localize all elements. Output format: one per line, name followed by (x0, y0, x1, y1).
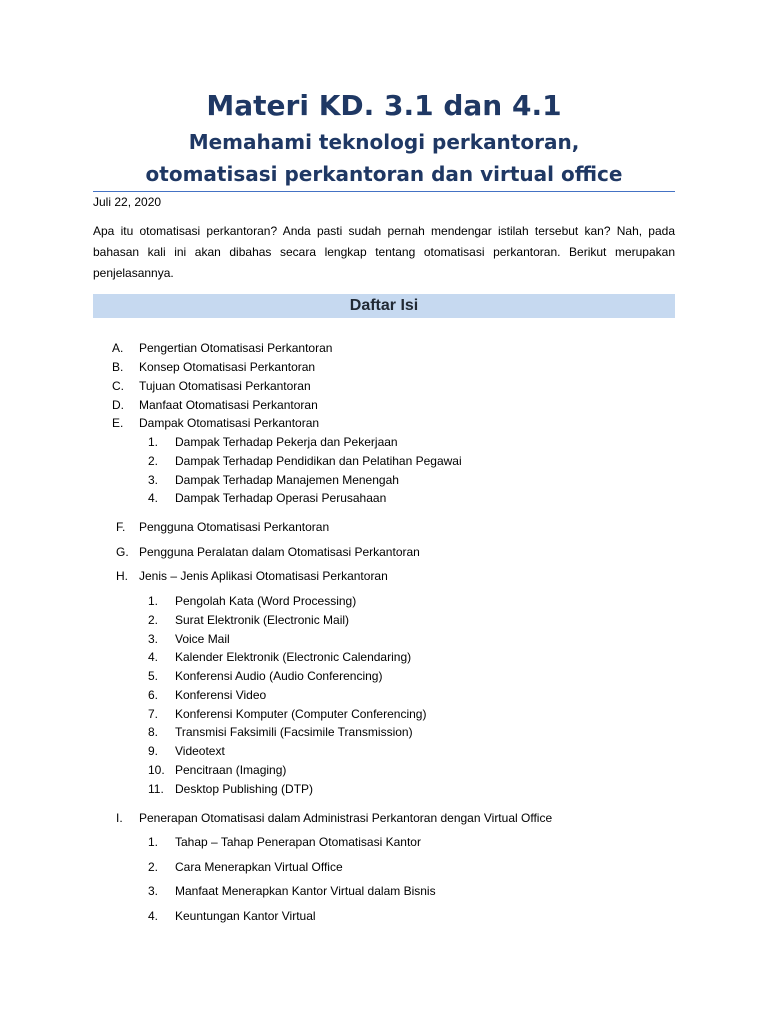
toc-sub-marker: 7. (148, 707, 159, 721)
page-subtitle (0, 126, 768, 190)
toc-sub-marker: 1. (148, 594, 159, 608)
toc-subitem[interactable]: Dampak Terhadap Manajemen Menengah (175, 473, 399, 487)
toc-marker: C. (112, 379, 124, 393)
toc-sub-marker: 1. (148, 835, 159, 849)
toc-sub-marker: 11. (148, 782, 164, 796)
toc-item-jenis[interactable]: Jenis – Jenis Aplikasi Otomatisasi Perkantoran (139, 569, 388, 583)
toc-item-pengertian[interactable]: Pengertian Otomatisasi Perkantoran (139, 341, 333, 355)
title-divider (93, 191, 675, 192)
toc-subitem[interactable]: Konferensi Video (175, 688, 267, 702)
toc-sub-marker: 2. (148, 454, 159, 468)
toc-subitem[interactable]: Voice Mail (175, 632, 230, 646)
toc-subitem[interactable]: Keuntungan Kantor Virtual (175, 909, 316, 923)
toc-marker: D. (112, 398, 124, 412)
toc-marker: B. (112, 360, 124, 374)
toc-item-dampak[interactable]: Dampak Otomatisasi Perkantoran (139, 416, 320, 430)
toc-sub-marker: 2. (148, 613, 159, 627)
toc-item-pengguna-peralatan[interactable]: Pengguna Peralatan dalam Otomatisasi Perkantoran (139, 545, 420, 559)
subtitle-line-1: Memahami teknologi perkantoran, (188, 130, 580, 154)
toc-subitem[interactable]: Surat Elektronik (Electronic Mail) (175, 613, 350, 627)
toc-heading: Daftar Isi (93, 294, 675, 318)
page-title: Materi KD. 3.1 dan 4.1 (206, 89, 562, 122)
toc-subitem[interactable]: Konferensi Audio (Audio Conferencing) (175, 669, 383, 683)
toc-subitem[interactable]: Tahap – Tahap Penerapan Otomatisasi Kantor (175, 835, 421, 849)
toc-marker: H. (116, 569, 128, 583)
toc-subitem[interactable]: Dampak Terhadap Pekerja dan Pekerjaan (175, 435, 398, 449)
toc-marker: I. (116, 811, 123, 825)
toc-sub-marker: 4. (148, 650, 159, 664)
toc-sub-marker: 6. (148, 688, 159, 702)
toc-marker: F. (116, 520, 126, 534)
toc-sub-marker: 1. (148, 435, 159, 449)
toc-subitem[interactable]: Dampak Terhadap Pendidikan dan Pelatihan Pegawai (175, 454, 462, 468)
toc-subitem[interactable]: Desktop Publishing (DTP) (175, 782, 314, 796)
toc-subitem[interactable]: Cara Menerapkan Virtual Office (175, 860, 343, 874)
toc-sub-marker: 3. (148, 473, 159, 487)
toc-item-penerapan[interactable]: Penerapan Otomatisasi dalam Administrasi Perkantoran dengan Virtual Office (139, 811, 553, 825)
toc-marker: E. (112, 416, 124, 430)
toc-subitem[interactable]: Konferensi Komputer (Computer Conferencing) (175, 707, 427, 721)
toc-subitem[interactable]: Videotext (175, 744, 225, 758)
toc-item-konsep[interactable]: Konsep Otomatisasi Perkantoran (139, 360, 316, 374)
post-date: Juli 22, 2020 (93, 195, 162, 209)
toc-sub-marker: 4. (148, 909, 159, 923)
toc-item-tujuan[interactable]: Tujuan Otomatisasi Perkantoran (139, 379, 311, 393)
toc-sub-marker: 3. (148, 884, 159, 898)
toc-sub-marker: 3. (148, 632, 159, 646)
toc-subitem[interactable]: Transmisi Faksimili (Facsimile Transmission) (175, 725, 413, 739)
toc-subitem[interactable]: Kalender Elektronik (Electronic Calendaring) (175, 650, 412, 664)
subtitle-line-2: otomatisasi perkantoran dan virtual office (145, 162, 623, 186)
toc-item-manfaat[interactable]: Manfaat Otomatisasi Perkantoran (139, 398, 318, 412)
toc-subitem[interactable]: Manfaat Menerapkan Kantor Virtual dalam Bisnis (175, 884, 436, 898)
toc-sub-marker: 9. (148, 744, 159, 758)
toc-sub-marker: 5. (148, 669, 159, 683)
toc-sub-marker: 8. (148, 725, 159, 739)
intro-paragraph: Apa itu otomatisasi perkantoran? Anda pasti sudah pernah mendengar istilah tersebut kan? Nah, pada bahasan kali ini akan dibahas secara lengkap tentang otomatisasi perkantoran. Berikut merupakan penjelasannya. (93, 224, 675, 280)
toc-subitem[interactable]: Dampak Terhadap Operasi Perusahaan (175, 491, 387, 505)
toc-marker: G. (116, 545, 129, 559)
toc-marker: A. (112, 341, 124, 355)
toc-sub-marker: 10. (148, 763, 165, 777)
toc-subitem[interactable]: Pengolah Kata (Word Processing) (175, 594, 357, 608)
toc-subitem[interactable]: Pencitraan (Imaging) (175, 763, 287, 777)
toc-item-pengguna[interactable]: Pengguna Otomatisasi Perkantoran (139, 520, 330, 534)
toc-sub-marker: 2. (148, 860, 159, 874)
toc-sub-marker: 4. (148, 491, 159, 505)
